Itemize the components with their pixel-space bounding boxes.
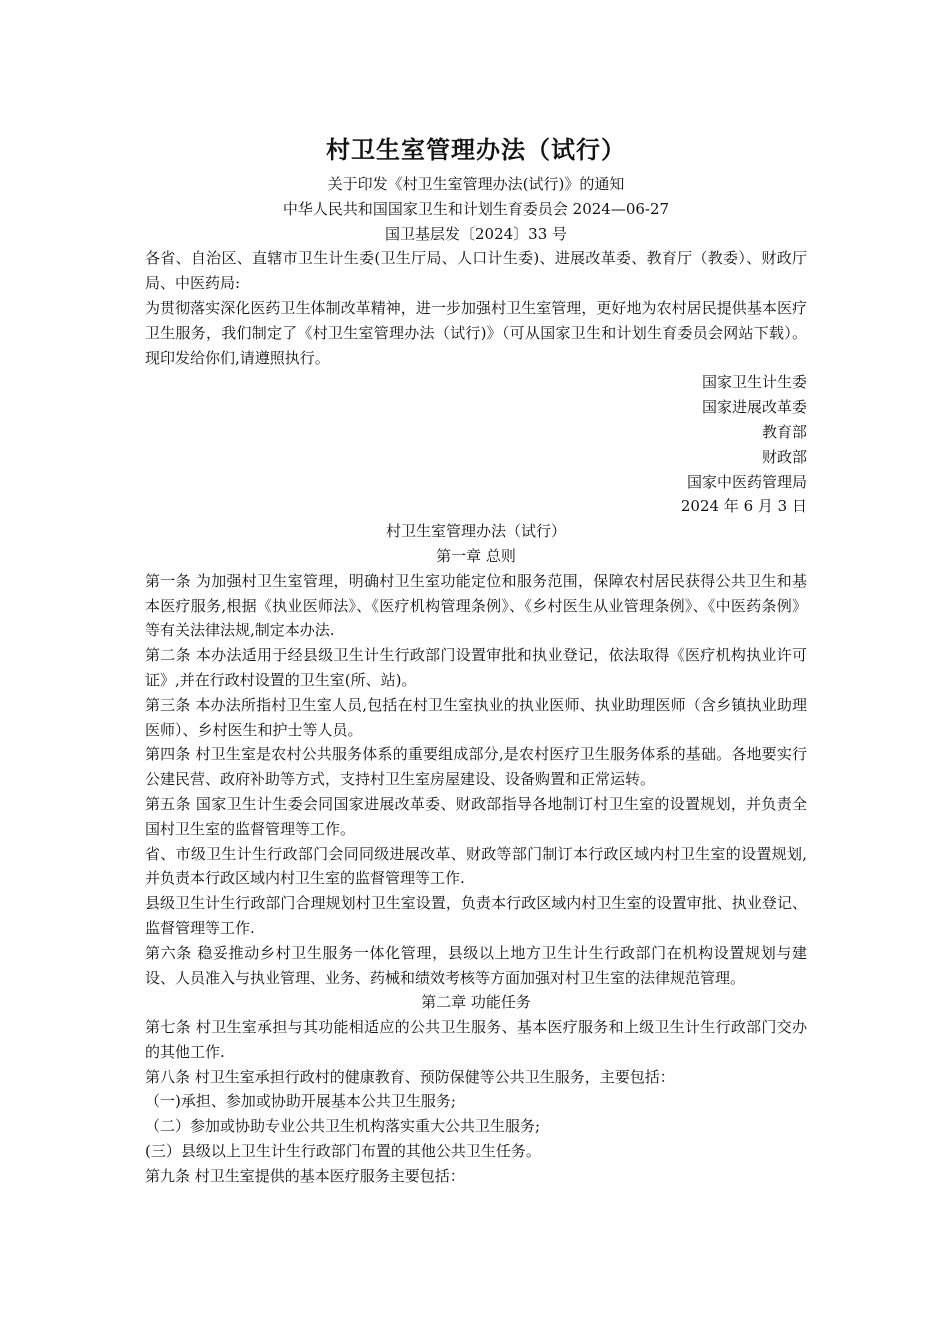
article-8-item-2: （二）参加或协助专业公共卫生机构落实重大公共卫生服务; — [145, 1117, 541, 1136]
article-5: 第五条 国家卫生计生委会同国家进展改革委、财政部指导各地制订村卫生室的设置规划，并负责全国村卫生室的监督管理等工作。 — [145, 794, 807, 838]
article-7: 第七条 村卫生室承担与其功能相适应的公共卫生服务、基本医疗服务和上级卫生计生行政部门交办的其他工作. — [145, 1018, 807, 1061]
signatory: 教育部 — [761, 422, 807, 441]
addressees: 各省、自治区、直辖市卫生计生委(卫生厅局、人口计生委)、进展改革委、教育厅（教委）、财政厅局、中医药局: — [145, 249, 807, 293]
chapter-heading: 第一章 总则 — [436, 546, 516, 565]
article-9: 第九条 村卫生室提供的基本医疗服务主要包括： — [145, 1166, 465, 1185]
article-8: 第八条 村卫生室承担行政村的健康教育、预防保健等公共卫生服务，主要包括： — [145, 1067, 675, 1086]
article-1: 第一条 为加强村卫生室管理，明确村卫生室功能定位和服务范围，保障农村居民获得公共卫生和基本医疗服务,根据《执业医师法》、《医疗机构管理条例》、《乡村医生从业管理条例》、《中医药条例》等有关法律法规,制定本办法. — [145, 571, 807, 640]
sign-date: 2024 年 6 月 3 日 — [680, 497, 807, 516]
document-number: 国卫基层发〔2024〕33 号 — [384, 224, 568, 243]
body-title: 村卫生室管理办法（试行） — [385, 522, 566, 541]
article-4: 第四条 村卫生室是农村公共服务体系的重要组成部分,是农村医疗卫生服务体系的基础。各地要实行公建民营、政府补助等方式，支持村卫生室房屋建设、设备购置和正常运转。 — [145, 745, 807, 789]
document-page — [145, 128, 807, 1189]
article-6: 第六条 稳妥推动乡村卫生服务一体化管理，县级以上地方卫生计生行政部门在机构设置规划与建设、人员准入与执业管理、业务、药械和绩效考核等方面加强对村卫生室的法律规范管理。 — [145, 943, 807, 987]
chapter-heading: 第二章 功能任务 — [421, 993, 531, 1012]
issuer-line: 中华人民共和国国家卫生和计划生育委员会 2024—06-27 — [282, 199, 670, 218]
article-5-paragraph-2: 省、市级卫生计生行政部门会同同级进展改革、财政等部门制订本行政区域内村卫生室的设置规划,并负责本行政区域内村卫生室的监督管理等工作. — [145, 844, 807, 888]
signatory: 国家进展改革委 — [701, 398, 807, 417]
article-2: 第二条 本办法适用于经县级卫生计生行政部门设置审批和执业登记，依法取得《医疗机构执业许可证》,并在行政村设置的卫生室(所、站)。 — [145, 646, 807, 689]
signatory: 财政部 — [761, 447, 807, 466]
article-3: 第三条 本办法所指村卫生室人员,包括在村卫生室执业的执业医师、执业助理医师（含乡镇执业助理医师）、乡村医生和护士等人员。 — [145, 695, 807, 739]
signatory: 国家卫生计生委 — [701, 373, 807, 392]
article-8-item-3: (三）县级以上卫生计生行政部门布置的其他公共卫生任务。 — [145, 1142, 541, 1161]
article-8-item-1: （一)承担、参加或协助开展基本公共卫生服务; — [145, 1092, 456, 1111]
signatory: 国家中医药管理局 — [686, 472, 807, 491]
intro-paragraph: 为贯彻落实深化医药卫生体制改革精神，进一步加强村卫生室管理，更好地为农村居民提供基本医疗卫生服务，我们制定了《村卫生室管理办法（试行)》（可从国家卫生和计划生育委员会网站下载）。现印发给你们,请遵照执行。 — [145, 298, 807, 367]
notice-title: 关于印发《村卫生室管理办法(试行)》的通知 — [327, 175, 625, 193]
document-title: 村卫生室管理办法（试行） — [326, 135, 626, 164]
article-5-paragraph-3: 县级卫生计生行政部门合理规划村卫生室设置，负责本行政区域内村卫生室的设置审批、执业登记、监督管理等工作. — [145, 894, 807, 937]
